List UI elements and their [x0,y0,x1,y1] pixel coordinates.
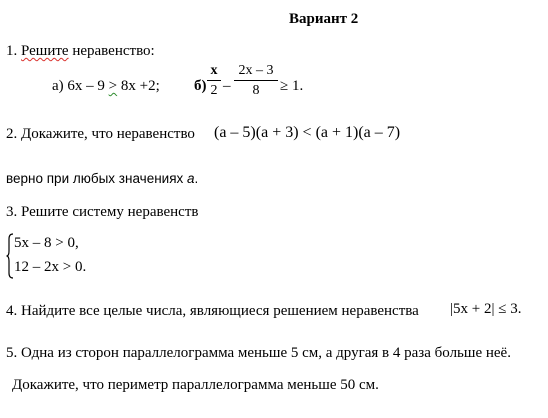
fraction-numerator: 2x – 3 [238,63,274,78]
system-line-1: 5x – 8 > 0, [14,235,79,251]
task-4-formula [450,301,521,318]
task-5-statement [6,345,511,362]
page-title: Вариант 2 [289,11,359,27]
fraction-denominator: 8 [252,83,260,98]
task-number: 3. [6,204,18,220]
task-number: 1. [6,43,18,59]
task-4-formula-text: |5x + 2| ≤ 3 [450,301,518,317]
task-number: 4. [6,303,18,319]
task-2-line2 [6,171,198,186]
task-1a [52,78,160,95]
system-line-2: 12 – 2x > 0. [14,259,87,275]
task-2-line2-text: верно при любых значениях [6,171,184,186]
task-3-text: Решите систему неравенств [21,204,199,220]
task-2-text: Докажите, что неравенство [21,126,195,142]
task-2-formula: (a – 5)(a + 3) < (a + 1)(a – 7) [214,124,401,141]
task-1a-label: а) [52,78,64,94]
task-4-statement [6,303,419,320]
task-number: 2. [6,126,18,142]
fraction-bar [207,80,221,81]
task-2-dot: . [194,171,199,186]
task-2-variable: a [187,171,195,186]
fraction-x-over-2 [207,62,221,99]
task-5-line1: Одна из сторон параллелограмма меньше 5 см, а другая в 4 раза больше неё. [21,345,511,361]
fraction-denominator: 2 [210,83,218,98]
task-1a-left: 6x – 9 [67,78,105,94]
fraction-bar [234,80,278,81]
task-1-text: неравенство: [72,43,155,59]
task-1b-tail: ≥ 1. [280,78,304,94]
task-1-lead-word: Решите [21,43,69,59]
system-brace [6,233,14,279]
fraction-numerator: x [210,63,218,78]
task-1-statement [6,43,155,60]
task-number: 5. [6,345,18,361]
task-2-statement [6,126,195,143]
minus-sign: – [223,78,231,94]
task-1a-rest: 8x +2; [120,78,160,94]
fraction-2x-3-over-8 [234,62,278,99]
task-1a-sign: > [108,78,118,94]
task-1b-label: б) [194,78,207,94]
task-4-dot: . [517,301,522,317]
task-3-statement [6,204,198,221]
task-5-line2: Докажите, что периметр параллелограмма меньше 50 см. [12,377,379,393]
task-4-text: Найдите все целые числа, являющиеся решением неравенства [21,303,419,319]
